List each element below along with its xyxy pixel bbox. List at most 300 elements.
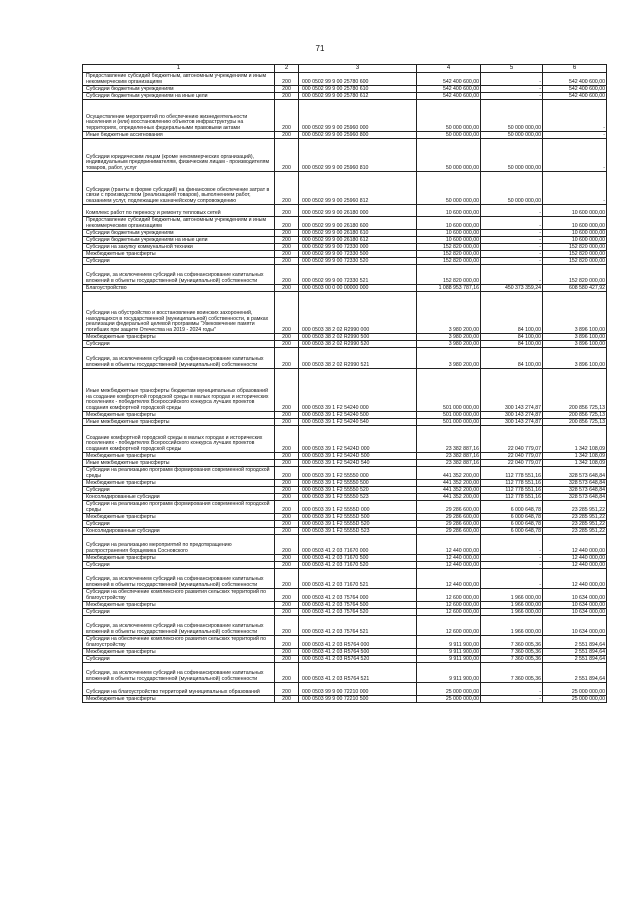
row-name-cell: Иные межбюджетные трансферты xyxy=(83,460,275,467)
row-value5-cell: 6 000 648,78 xyxy=(481,501,543,514)
row-kbk-cell: 000 0503 39 1 F2 54240 500 xyxy=(299,412,417,419)
row-value5-cell: 7 360 005,36 xyxy=(481,636,543,649)
row-value6-cell: 10 600 000,00 xyxy=(543,205,607,217)
column-header: 3 xyxy=(299,65,417,73)
row-kbk-cell: 000 0503 38 2 02 R2990 500 xyxy=(299,334,417,341)
row-code-cell: 200 xyxy=(275,217,299,230)
row-code-cell: 200 xyxy=(275,636,299,649)
table-row xyxy=(83,663,607,683)
row-value4-cell: 152 820 000,00 xyxy=(417,265,481,285)
row-code-cell: 200 xyxy=(275,426,299,453)
row-kbk-cell: 000 0503 41 2 03 75764 500 xyxy=(299,602,417,609)
row-name-cell: Иные межбюджетные трансферты xyxy=(83,419,275,426)
row-code-cell: 200 xyxy=(275,609,299,616)
row-value5-cell: - xyxy=(481,562,543,569)
row-code-cell: 200 xyxy=(275,480,299,487)
row-kbk-cell: 000 0502 99 9 00 25960 810 xyxy=(299,139,417,172)
row-name-cell: Субсидии бюджетным учреждениям на иные цели xyxy=(83,237,275,244)
table-row xyxy=(83,696,607,703)
table-row xyxy=(83,656,607,663)
table-header-row xyxy=(83,65,607,73)
row-code-cell: 200 xyxy=(275,348,299,369)
row-code-cell: 200 xyxy=(275,292,299,334)
row-code-cell: 200 xyxy=(275,602,299,609)
row-kbk-cell: 000 0503 39 1 F2 5555D 520 xyxy=(299,521,417,528)
row-value4-cell: 25 000 000,00 xyxy=(417,696,481,703)
row-kbk-cell: 000 0503 41 2 03 75764 521 xyxy=(299,616,417,636)
row-value4-cell: 12 440 000,00 xyxy=(417,569,481,589)
row-value4-cell: 9 911 900,00 xyxy=(417,663,481,683)
table-row xyxy=(83,205,607,217)
row-name-cell: Субсидии юридическим лицам (кроме некоммерческих организаций), индивидуальным предпринимателям, физическим лицам - производителям товаров, работ, услуг xyxy=(83,139,275,172)
row-name-cell: Субсидии бюджетным учреждениям xyxy=(83,86,275,93)
row-code-cell: 200 xyxy=(275,237,299,244)
row-value6-cell: - xyxy=(543,100,607,132)
table-row xyxy=(83,292,607,334)
row-value5-cell: 7 360 005,36 xyxy=(481,663,543,683)
row-code-cell: 200 xyxy=(275,514,299,521)
row-value4-cell: 10 600 000,00 xyxy=(417,217,481,230)
table-row xyxy=(83,616,607,636)
row-name-cell: Субсидии xyxy=(83,521,275,528)
row-value5-cell: 300 143 274,87 xyxy=(481,419,543,426)
row-kbk-cell: 000 0503 99 9 00 72210 000 xyxy=(299,683,417,696)
row-value4-cell: 23 382 887,16 xyxy=(417,460,481,467)
row-value6-cell: 2 551 894,64 xyxy=(543,636,607,649)
row-kbk-cell: 000 0502 99 9 00 72330 500 xyxy=(299,251,417,258)
row-value5-cell: 7 360 005,36 xyxy=(481,649,543,656)
table-row xyxy=(83,535,607,555)
row-code-cell: 200 xyxy=(275,683,299,696)
row-value6-cell: 25 000 000,00 xyxy=(543,683,607,696)
row-kbk-cell: 000 0503 41 2 03 75764 520 xyxy=(299,609,417,616)
row-code-cell: 200 xyxy=(275,487,299,494)
row-name-cell: Субсидии xyxy=(83,258,275,265)
row-value4-cell: 25 000 000,00 xyxy=(417,683,481,696)
row-kbk-cell: 000 0503 41 2 03 71670 500 xyxy=(299,555,417,562)
row-value4-cell: 23 382 887,16 xyxy=(417,453,481,460)
table-row xyxy=(83,132,607,139)
row-name-cell: Субсидии бюджетным учреждениям xyxy=(83,230,275,237)
row-value6-cell: 3 896 100,00 xyxy=(543,348,607,369)
row-kbk-cell: 000 0503 41 2 03 R5764 521 xyxy=(299,663,417,683)
row-value6-cell: 10 600 000,00 xyxy=(543,230,607,237)
row-code-cell: 200 xyxy=(275,616,299,636)
row-value5-cell: 84 100,00 xyxy=(481,341,543,348)
row-code-cell: 200 xyxy=(275,589,299,602)
row-value4-cell: 3 980 200,00 xyxy=(417,292,481,334)
row-name-cell: Субсидии на благоустройство территорий муниципальных образований xyxy=(83,683,275,696)
row-value5-cell: 50 000 000,00 xyxy=(481,172,543,205)
row-kbk-cell: 000 0502 99 9 00 26180 610 xyxy=(299,230,417,237)
row-name-cell: Субсидии xyxy=(83,341,275,348)
table-row xyxy=(83,100,607,132)
row-code-cell: 200 xyxy=(275,132,299,139)
table-row xyxy=(83,172,607,205)
table-row xyxy=(83,602,607,609)
row-kbk-cell: 000 0503 39 1 F2 5424D 540 xyxy=(299,460,417,467)
row-value6-cell: 2 551 894,64 xyxy=(543,663,607,683)
row-value5-cell: 112 778 551,16 xyxy=(481,494,543,501)
table-row xyxy=(83,555,607,562)
row-kbk-cell: 000 0502 99 9 00 72330 521 xyxy=(299,265,417,285)
row-value6-cell: 3 896 100,00 xyxy=(543,341,607,348)
row-code-cell: 200 xyxy=(275,93,299,100)
row-value6-cell: 10 600 000,00 xyxy=(543,237,607,244)
row-value4-cell: 10 600 000,00 xyxy=(417,237,481,244)
row-code-cell: 200 xyxy=(275,369,299,412)
column-header: 4 xyxy=(417,65,481,73)
table-row xyxy=(83,334,607,341)
row-name-cell: Иные бюджетные ассигнования xyxy=(83,132,275,139)
table-row xyxy=(83,139,607,172)
row-value6-cell: - xyxy=(543,139,607,172)
budget-table xyxy=(82,64,607,703)
row-value6-cell: 200 856 725,13 xyxy=(543,369,607,412)
table-row xyxy=(83,258,607,265)
row-name-cell: Межбюджетные трансферты xyxy=(83,412,275,419)
row-value6-cell: - xyxy=(543,132,607,139)
row-code-cell: 200 xyxy=(275,569,299,589)
row-kbk-cell: 000 0502 99 9 00 25960 800 xyxy=(299,132,417,139)
row-value6-cell: 542 400 600,00 xyxy=(543,93,607,100)
row-value5-cell: - xyxy=(481,251,543,258)
row-name-cell: Межбюджетные трансферты xyxy=(83,555,275,562)
row-name-cell: Субсидии на обеспечение комплексного развития сельских территорий по благоустройству xyxy=(83,636,275,649)
row-value5-cell: 22 040 779,07 xyxy=(481,426,543,453)
row-name-cell: Субсидии на реализацию программ формирования современной городской среды xyxy=(83,467,275,480)
row-value4-cell: 50 000 000,00 xyxy=(417,172,481,205)
row-kbk-cell: 000 0503 39 1 F2 54240 540 xyxy=(299,419,417,426)
row-value6-cell: 23 285 951,22 xyxy=(543,501,607,514)
row-name-cell: Субсидии (гранты в форме субсидий) на финансовое обеспечение затрат в связи с производством (реализацией товаров), выполнением работ, оказанием услуг, подлежащие казначейскому сопровождению xyxy=(83,172,275,205)
row-value4-cell: 10 600 000,00 xyxy=(417,230,481,237)
row-value6-cell: 3 896 100,00 xyxy=(543,334,607,341)
row-value4-cell: 3 980 200,00 xyxy=(417,334,481,341)
row-value5-cell: - xyxy=(481,696,543,703)
table-row xyxy=(83,237,607,244)
row-value5-cell: - xyxy=(481,86,543,93)
row-value5-cell: 6 000 648,78 xyxy=(481,514,543,521)
row-name-cell: Межбюджетные трансферты xyxy=(83,649,275,656)
row-value6-cell: 152 820 000,00 xyxy=(543,258,607,265)
row-value4-cell: 50 000 000,00 xyxy=(417,139,481,172)
row-code-cell: 200 xyxy=(275,460,299,467)
row-value6-cell: 25 000 000,00 xyxy=(543,696,607,703)
row-name-cell: Предоставление субсидий бюджетным, автономным учреждениям и иным некоммерческим организациям xyxy=(83,217,275,230)
table-row xyxy=(83,501,607,514)
row-value4-cell: 441 352 200,00 xyxy=(417,494,481,501)
row-name-cell: Осуществление мероприятий по обеспечению жизнедеятельности населения и (или) восстановлению объектов инфраструктуры на территориях, определенных федеральными правовыми актами xyxy=(83,100,275,132)
row-value6-cell: 3 896 100,00 xyxy=(543,292,607,334)
row-name-cell: Субсидии, за исключением субсидий на софинансирование капитальных вложений в объекты государственной (муниципальной) собственности xyxy=(83,265,275,285)
row-value6-cell: 152 820 000,00 xyxy=(543,265,607,285)
row-code-cell: 200 xyxy=(275,656,299,663)
row-kbk-cell: 000 0503 41 2 03 71670 520 xyxy=(299,562,417,569)
table-row xyxy=(83,244,607,251)
row-value6-cell: 542 400 600,00 xyxy=(543,86,607,93)
row-code-cell: 200 xyxy=(275,419,299,426)
row-value5-cell: 50 000 000,00 xyxy=(481,100,543,132)
row-value4-cell: 29 286 600,00 xyxy=(417,521,481,528)
row-value5-cell: 1 966 000,00 xyxy=(481,589,543,602)
row-value4-cell: 9 911 900,00 xyxy=(417,656,481,663)
row-kbk-cell: 000 0503 39 1 F2 55550 000 xyxy=(299,467,417,480)
table-row xyxy=(83,412,607,419)
row-value6-cell: 23 285 951,22 xyxy=(543,514,607,521)
row-name-cell: Межбюджетные трансферты xyxy=(83,514,275,521)
row-kbk-cell: 000 0502 99 9 00 72330 000 xyxy=(299,244,417,251)
row-code-cell: 200 xyxy=(275,139,299,172)
row-kbk-cell: 000 0503 38 2 02 R2990 520 xyxy=(299,341,417,348)
row-code-cell: 200 xyxy=(275,258,299,265)
row-kbk-cell: 000 0502 99 9 00 26180 600 xyxy=(299,217,417,230)
row-value6-cell: 12 440 000,00 xyxy=(543,569,607,589)
row-kbk-cell: 000 0503 39 1 F2 5424D 000 xyxy=(299,426,417,453)
row-value6-cell: 2 551 894,64 xyxy=(543,649,607,656)
row-value4-cell: 441 352 200,00 xyxy=(417,467,481,480)
row-value5-cell: - xyxy=(481,230,543,237)
row-name-cell: Межбюджетные трансферты xyxy=(83,334,275,341)
row-code-cell: 200 xyxy=(275,501,299,514)
row-value4-cell: 23 382 887,16 xyxy=(417,426,481,453)
row-value6-cell: 10 634 000,00 xyxy=(543,616,607,636)
row-value4-cell: 152 820 000,00 xyxy=(417,244,481,251)
table-row xyxy=(83,426,607,453)
row-value5-cell: 112 778 551,16 xyxy=(481,480,543,487)
row-name-cell: Консолидированные субсидии xyxy=(83,494,275,501)
table-row xyxy=(83,528,607,535)
row-value6-cell: 328 573 648,84 xyxy=(543,467,607,480)
row-value5-cell: 50 000 000,00 xyxy=(481,132,543,139)
row-value4-cell: 12 600 000,00 xyxy=(417,616,481,636)
row-value6-cell: 328 573 648,84 xyxy=(543,480,607,487)
row-value5-cell: - xyxy=(481,237,543,244)
row-name-cell: Субсидии, за исключением субсидий на софинансирование капитальных вложений в объекты государственной (муниципальной) собственности xyxy=(83,348,275,369)
table-row xyxy=(83,589,607,602)
row-value4-cell: 50 000 000,00 xyxy=(417,100,481,132)
table-row xyxy=(83,487,607,494)
row-value4-cell: 12 440 000,00 xyxy=(417,562,481,569)
row-code-cell: 200 xyxy=(275,663,299,683)
row-kbk-cell: 000 0502 99 9 00 26180 612 xyxy=(299,237,417,244)
row-name-cell: Консолидированные субсидии xyxy=(83,528,275,535)
row-code-cell: 200 xyxy=(275,535,299,555)
row-value4-cell: 542 400 600,00 xyxy=(417,86,481,93)
row-code-cell: 200 xyxy=(275,528,299,535)
row-name-cell: Субсидии на реализацию мероприятий по предотвращению распространения борщевика Сосновского xyxy=(83,535,275,555)
row-value5-cell: - xyxy=(481,258,543,265)
row-value4-cell: 152 820 000,00 xyxy=(417,258,481,265)
row-value6-cell: 152 820 000,00 xyxy=(543,251,607,258)
row-name-cell: Благоустройство xyxy=(83,285,275,292)
row-value4-cell: 542 400 600,00 xyxy=(417,73,481,86)
table-row xyxy=(83,521,607,528)
row-kbk-cell: 000 0503 41 2 03 R5764 500 xyxy=(299,649,417,656)
table-row xyxy=(83,460,607,467)
row-value5-cell: 22 040 779,07 xyxy=(481,460,543,467)
row-value5-cell: - xyxy=(481,93,543,100)
row-kbk-cell: 000 0502 99 9 00 72330 520 xyxy=(299,258,417,265)
row-kbk-cell: 000 0503 39 1 F2 5555D 500 xyxy=(299,514,417,521)
table-row xyxy=(83,348,607,369)
row-value4-cell: 29 286 600,00 xyxy=(417,501,481,514)
table-row xyxy=(83,419,607,426)
table-row xyxy=(83,569,607,589)
row-kbk-cell: 000 0503 39 1 F2 54240 000 xyxy=(299,369,417,412)
row-value4-cell: 3 980 200,00 xyxy=(417,348,481,369)
row-name-cell: Создание комфортной городской среды в малых городах и исторических поселениях - победителях Всероссийского конкурса лучших проектов создания комфортной городской среды xyxy=(83,426,275,453)
row-value5-cell: 112 778 551,16 xyxy=(481,487,543,494)
row-value4-cell: 12 600 000,00 xyxy=(417,602,481,609)
row-code-cell: 200 xyxy=(275,562,299,569)
row-value5-cell: 450 373 359,24 xyxy=(481,285,543,292)
row-value6-cell: 1 342 108,09 xyxy=(543,453,607,460)
row-value6-cell: 10 634 000,00 xyxy=(543,602,607,609)
table-row xyxy=(83,86,607,93)
row-value6-cell: 608 580 427,92 xyxy=(543,285,607,292)
table-row xyxy=(83,609,607,616)
row-name-cell: Субсидии xyxy=(83,609,275,616)
row-value6-cell: 12 440 000,00 xyxy=(543,535,607,555)
row-code-cell: 200 xyxy=(275,453,299,460)
row-code-cell: 200 xyxy=(275,244,299,251)
row-name-cell: Субсидии бюджетным учреждениям на иные цели xyxy=(83,93,275,100)
row-kbk-cell: 000 0503 00 0 00 00000 000 xyxy=(299,285,417,292)
row-value5-cell: 84 100,00 xyxy=(481,292,543,334)
row-value6-cell: 12 440 000,00 xyxy=(543,562,607,569)
row-name-cell: Субсидии xyxy=(83,562,275,569)
table-row xyxy=(83,649,607,656)
row-code-cell: 200 xyxy=(275,172,299,205)
row-value4-cell: 501 000 000,00 xyxy=(417,369,481,412)
row-name-cell: Комплекс работ по переносу и ремонту тепловых сетей xyxy=(83,205,275,217)
row-value6-cell: 328 573 648,84 xyxy=(543,487,607,494)
row-value5-cell: - xyxy=(481,205,543,217)
column-header: 6 xyxy=(543,65,607,73)
row-value6-cell: 1 342 108,09 xyxy=(543,426,607,453)
row-value4-cell: 501 000 000,00 xyxy=(417,412,481,419)
row-value5-cell: 84 100,00 xyxy=(481,334,543,341)
row-value6-cell: 152 820 000,00 xyxy=(543,244,607,251)
row-value5-cell: 50 000 000,00 xyxy=(481,139,543,172)
row-kbk-cell: 000 0502 99 9 00 25960 000 xyxy=(299,100,417,132)
row-kbk-cell: 000 0503 41 2 03 R5764 520 xyxy=(299,656,417,663)
row-value6-cell: 200 856 725,13 xyxy=(543,412,607,419)
table-row xyxy=(83,562,607,569)
row-value4-cell: 10 600 000,00 xyxy=(417,205,481,217)
row-value4-cell: 12 600 000,00 xyxy=(417,609,481,616)
row-value4-cell: 50 000 000,00 xyxy=(417,132,481,139)
table-row xyxy=(83,636,607,649)
row-value4-cell: 152 820 000,00 xyxy=(417,251,481,258)
table-row xyxy=(83,467,607,480)
row-value5-cell: 1 966 000,00 xyxy=(481,609,543,616)
row-name-cell: Субсидии на обустройство и восстановление воинских захоронений, находящихся в государственной (муниципальной) собственности, в рамках реализации федеральной целевой программы "Увековечение памяти погибших при защите Отечества на 2019 - 2024 годы" xyxy=(83,292,275,334)
row-value4-cell: 12 440 000,00 xyxy=(417,535,481,555)
row-value6-cell: 328 573 648,84 xyxy=(543,494,607,501)
row-value6-cell: 200 856 725,13 xyxy=(543,419,607,426)
row-value4-cell: 29 286 600,00 xyxy=(417,528,481,535)
row-value6-cell: 10 634 000,00 xyxy=(543,609,607,616)
table-row xyxy=(83,369,607,412)
budget-table-body xyxy=(83,65,607,703)
row-value5-cell: - xyxy=(481,244,543,251)
table-row xyxy=(83,230,607,237)
row-code-cell: 200 xyxy=(275,230,299,237)
row-value5-cell: 84 100,00 xyxy=(481,348,543,369)
row-value4-cell: 3 980 200,00 xyxy=(417,341,481,348)
row-name-cell: Межбюджетные трансферты xyxy=(83,696,275,703)
row-value4-cell: 501 000 000,00 xyxy=(417,419,481,426)
column-header: 1 xyxy=(83,65,275,73)
row-name-cell: Иные межбюджетные трансферты бюджетам муниципальных образований на создание комфортной городской среды в малых городах и исторических поселениях - победителях Всероссийского конкурса лучших проектов создания комфортной городской среды xyxy=(83,369,275,412)
row-kbk-cell: 000 0503 39 1 F2 55550 520 xyxy=(299,487,417,494)
row-code-cell: 200 xyxy=(275,285,299,292)
table-row xyxy=(83,217,607,230)
table-row xyxy=(83,494,607,501)
row-value5-cell: - xyxy=(481,73,543,86)
page-number: 71 xyxy=(315,44,325,53)
row-kbk-cell: 000 0503 41 2 03 71670 000 xyxy=(299,535,417,555)
row-value4-cell: 441 352 200,00 xyxy=(417,480,481,487)
row-value5-cell: - xyxy=(481,535,543,555)
row-value5-cell: - xyxy=(481,569,543,589)
row-name-cell: Субсидии на обеспечение комплексного развития сельских территорий по благоустройству xyxy=(83,589,275,602)
table-row xyxy=(83,265,607,285)
row-name-cell: Субсидии xyxy=(83,487,275,494)
row-value6-cell: 10 634 000,00 xyxy=(543,589,607,602)
row-code-cell: 200 xyxy=(275,100,299,132)
row-code-cell: 200 xyxy=(275,494,299,501)
row-kbk-cell: 000 0503 41 2 03 71670 521 xyxy=(299,569,417,589)
row-code-cell: 200 xyxy=(275,334,299,341)
row-code-cell: 200 xyxy=(275,205,299,217)
row-name-cell: Субсидии, за исключением субсидий на софинансирование капитальных вложений в объекты государственной (муниципальной) собственности xyxy=(83,616,275,636)
row-name-cell: Межбюджетные трансферты xyxy=(83,453,275,460)
row-kbk-cell: 000 0503 39 1 F2 55550 500 xyxy=(299,480,417,487)
row-value6-cell: 2 551 894,64 xyxy=(543,656,607,663)
row-value5-cell: 1 966 000,00 xyxy=(481,616,543,636)
row-value4-cell: 12 440 000,00 xyxy=(417,555,481,562)
row-value5-cell: - xyxy=(481,217,543,230)
row-value5-cell: 7 360 005,36 xyxy=(481,656,543,663)
row-name-cell: Межбюджетные трансферты xyxy=(83,602,275,609)
row-code-cell: 200 xyxy=(275,265,299,285)
row-value6-cell: 23 285 951,22 xyxy=(543,521,607,528)
row-kbk-cell: 000 0503 41 2 03 75764 000 xyxy=(299,589,417,602)
row-kbk-cell: 000 0502 99 9 00 25960 812 xyxy=(299,172,417,205)
row-name-cell: Межбюджетные трансферты xyxy=(83,251,275,258)
row-value4-cell: 441 352 200,00 xyxy=(417,487,481,494)
row-kbk-cell: 000 0503 38 2 02 R2990 000 xyxy=(299,292,417,334)
row-value5-cell: 112 778 551,16 xyxy=(481,467,543,480)
row-value5-cell: 6 000 648,78 xyxy=(481,521,543,528)
row-kbk-cell: 000 0502 99 9 00 26180 000 xyxy=(299,205,417,217)
table-row xyxy=(83,480,607,487)
row-kbk-cell: 000 0502 99 9 00 25780 600 xyxy=(299,73,417,86)
row-value6-cell: 1 342 108,09 xyxy=(543,460,607,467)
row-value5-cell: 22 040 779,07 xyxy=(481,453,543,460)
row-value4-cell: 29 286 600,00 xyxy=(417,514,481,521)
row-kbk-cell: 000 0503 39 1 F2 5424D 500 xyxy=(299,453,417,460)
row-value6-cell: 23 285 951,22 xyxy=(543,528,607,535)
row-kbk-cell: 000 0503 41 2 03 R5764 000 xyxy=(299,636,417,649)
table-row xyxy=(83,453,607,460)
row-code-cell: 200 xyxy=(275,649,299,656)
row-value4-cell: 1 088 953 787,16 xyxy=(417,285,481,292)
row-code-cell: 200 xyxy=(275,555,299,562)
